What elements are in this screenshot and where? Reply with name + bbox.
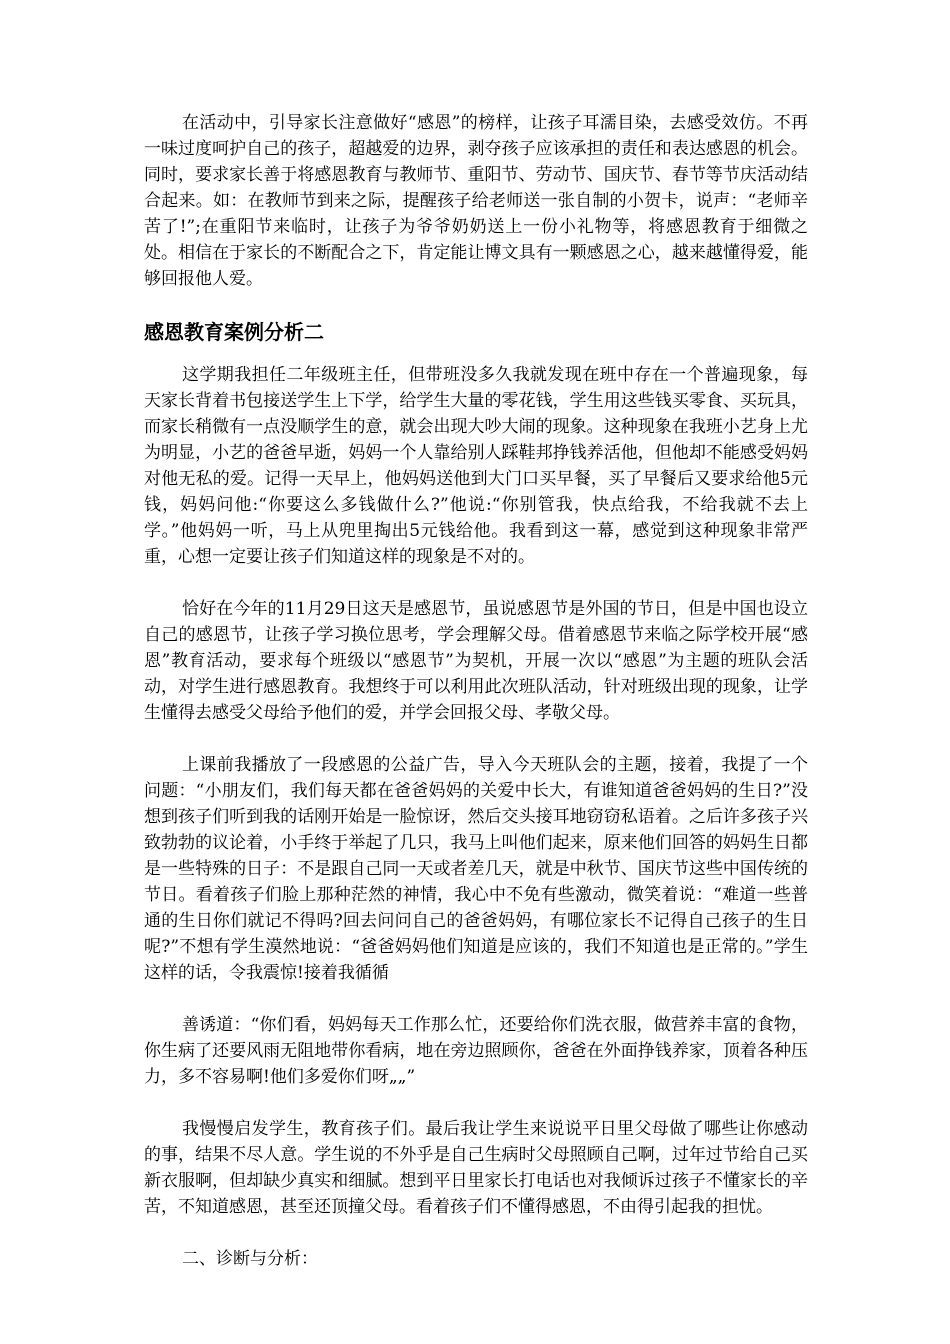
paragraph-3: 上课前我播放了一段感恩的公益广告，导入今天班队会的主题，接着，我提了一个问题：“小朋友们，我们每天都在爸爸妈妈的关爱中长大，有谁知道爸爸妈妈的生日?”没想到孩子们听到我的话刚开始是一脸惊讶，然后交头接耳地窃窃私语着。之后许多孩子兴致勃勃的议论着，小手终于举起了几只，我马上叫他们起来，原来他们回答的妈妈生日都是一些特殊的日子：不是跟自己同一天或者差几天，就是中秋节、国庆节这些中国传统的节日。看着孩子们脸上那种茫然的神情，我心中不免有些激动，微笑着说：“难道一些普通的生日你们就记不得吗?回去问问自己的爸爸妈妈，有哪位家长不记得自己孩子的生日呢?”不想有学生漠然地说：“爸爸妈妈他们知道是应该的，我们不知道也是正常的。”学生这样的话，令我震惊!接着我循循 [144,755,808,983]
document-body [144,110,808,1272]
paragraph-5: 我慢慢启发学生，教育孩子们。最后我让学生来说说平日里父母做了哪些让你感动的事，结果不尽人意。学生说的不外乎是自己生病时父母照顾自己啊，过年过节给自己买新衣服啊，但却缺少真实和细腻。想到平日里家长打电话也对我倾诉过孩子不懂家长的辛苦，不知道感恩，甚至还顶撞父母。看着孩子们不懂得感恩，不由得引起我的担忧。 [144,1119,808,1217]
section-title: 感恩教育案例分析二 [144,320,324,344]
paragraph-1: 这学期我担任二年级班主任，但带班没多久我就发现在班中存在一个普遍现象，每天家长背着书包接送学生上下学，给学生大量的零花钱，学生用这些钱买零食、买玩具，而家长稍微有一点没顺学生的意，就会出现大吵大闹的现象。这种现象在我班小艺身上尤为明显，小艺的爸爸早逝，妈妈一个人靠给别人踩鞋邦挣钱养活他，但他却不能感受妈妈对他无私的爱。记得一天早上，他妈妈送他到大门口买早餐，买了早餐后又要求给他5元钱，妈妈问他:“你要这么多钱做什么?”他说:“你别管我，快点给我，不给我就不去上学。”他妈妈一听，马上从兜里掏出5元钱给他。我看到这一幕，感觉到这种现象非常严重，心想一定要让孩子们知道这样的现象是不对的。 [144,365,808,567]
paragraph-2: 恰好在今年的11月29日这天是感恩节，虽说感恩节是外国的节日，但是中国也设立自己的感恩节，让孩子学习换位思考，学会理解父母。借着感恩节来临之际学校开展“感恩”教育活动，要求每个班级以“感恩节”为契机，开展一次以“感恩”为主题的班队会活动，对学生进行感恩教育。我想终于可以利用此次班队活动，针对班级出现的现象，让学生懂得去感受父母给予他们的爱，并学会回报父母、孝敬父母。 [144,599,808,723]
paragraph-4: 善诱道：“你们看，妈妈每天工作那么忙，还要给你们洗衣服，做营养丰富的食物，你生病了还要风雨无阻地带你看病，地在旁边照顾你，爸爸在外面挣钱养家，顶着各种压力，多不容易啊!他们多爱你们呀„„” [144,1015,808,1087]
paragraph-intro: 在活动中，引导家长注意做好“感恩”的榜样，让孩子耳濡目染，去感受效仿。不再一味过度呵护自己的孩子，超越爱的边界，剥夺孩子应该承担的责任和表达感恩的机会。同时，要求家长善于将感恩教育与教师节、重阳节、劳动节、国庆节、春节等节庆活动结合起来。如：在教师节到来之际，提醒孩子给老师送一张自制的小贺卡，说声：“老师辛苦了!”;在重阳节来临时，让孩子为爷爷奶奶送上一份小礼物等，将感恩教育于细微之处。相信在于家长的不断配合之下，肯定能让博文具有一颗感恩之心，越来越懂得爱，能够回报他人爱。 [144,113,808,289]
paragraph-heading-diagnosis: 二、诊断与分析： [182,1249,318,1269]
